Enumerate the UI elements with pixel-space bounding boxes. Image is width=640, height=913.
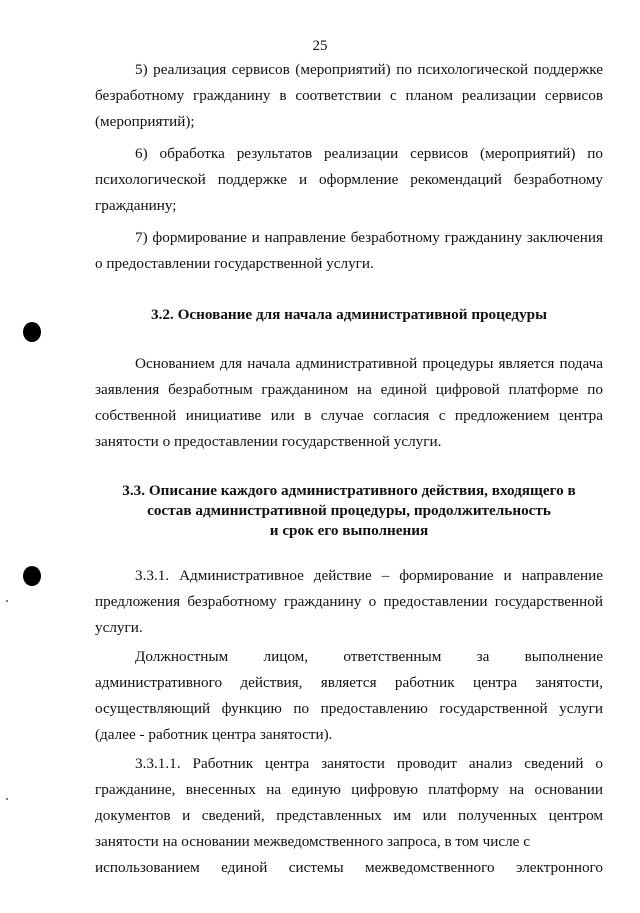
responsible-person-line-1 [95, 644, 603, 670]
word: работник [394, 674, 455, 691]
word: центра [472, 674, 518, 691]
section-3-2-paragraph: Основанием для начала административной процедуры является подача заявления безработным гражданином на единой цифровой платформе по собственной инициативе или в случае согласия с предложением центра занятости о предоставлении государственной услуги. [95, 355, 603, 450]
heading-line: 3.3. Описание каждого административного действия, входящего в [122, 482, 576, 499]
word: Должностным [135, 648, 229, 665]
word: выполнение [524, 648, 603, 665]
responsible-person-line-2 [95, 670, 603, 696]
word: занятости, [535, 674, 603, 691]
word: действия, [240, 674, 303, 691]
word: единой [221, 859, 268, 876]
section-heading-3-2: 3.2. Основание для начала административной процедуры [151, 306, 547, 323]
word: административного [95, 674, 223, 691]
punch-hole [23, 566, 41, 586]
scan-speck [6, 600, 8, 602]
paragraph-3-3-1-1: 3.3.1.1. Работник центра занятости проводит анализ сведений о гражданине, внесенных на единую цифровую платформу на основании документов и сведений, представленных им или полученных центром занятости на основании межведомственного запроса, в том числе с [95, 755, 603, 850]
heading-line: состав административной процедуры, продолжительность [147, 502, 551, 519]
responsible-person-rest: осуществляющий функцию по предоставлению государственной услуги (далее - работник центра занятости). [95, 700, 603, 743]
word: межведомственного [364, 859, 495, 876]
word: лицом, [263, 648, 309, 665]
list-item-7: 7) формирование и направление безработному гражданину заключения о предоставлении государственной услуги. [95, 229, 603, 272]
word: системы [288, 859, 344, 876]
list-item-5: 5) реализация сервисов (мероприятий) по психологической поддержке безработному гражданину в соответствии с планом реализации сервисов (мероприятий); [95, 61, 603, 130]
list-item-6: 6) обработка результатов реализации сервисов (мероприятий) по психологической поддержке и оформление рекомендаций безработному гражданину; [95, 145, 603, 214]
word: за [476, 648, 490, 665]
scan-speck [6, 798, 8, 800]
word: ответственным [343, 648, 442, 665]
word: использованием [95, 859, 200, 876]
word: электронного [515, 859, 603, 876]
section-heading-3-3 [95, 481, 603, 541]
word: является [320, 674, 377, 691]
page-number: 25 [312, 38, 328, 54]
paragraph-3-3-1: 3.3.1. Административное действие – формирование и направление предложения безработному гражданину о предоставлении государственной услуги. [95, 567, 603, 636]
heading-line: и срок его выполнения [269, 522, 429, 539]
paragraph-3-3-1-1-last-line [95, 855, 603, 881]
punch-hole [23, 322, 41, 342]
document-body [95, 57, 603, 881]
